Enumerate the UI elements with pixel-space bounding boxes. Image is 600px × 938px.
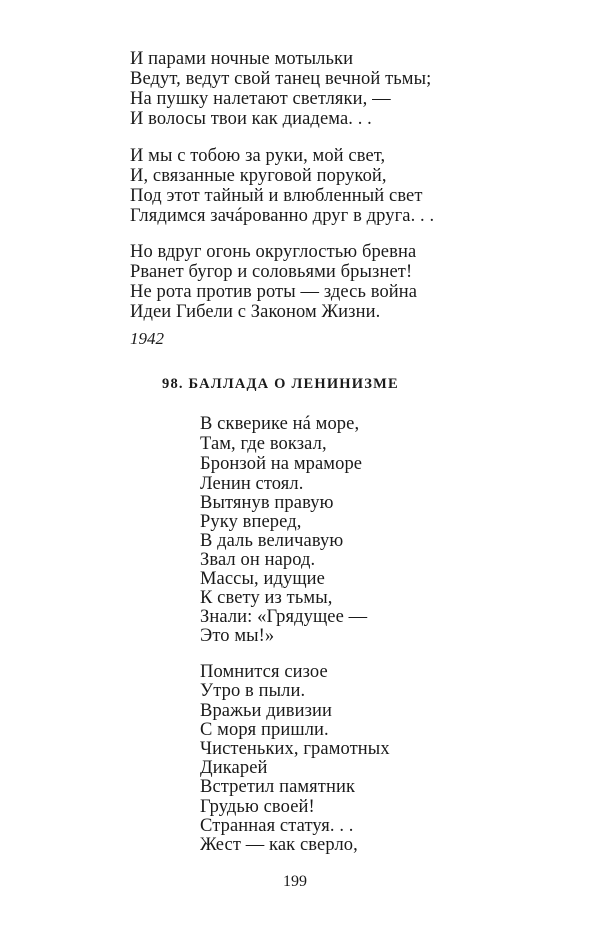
- poem-line: И мы с тобою за руки, мой свет,: [130, 146, 386, 166]
- poem-line: Вражьи дивизии: [200, 701, 333, 721]
- poem-line: Звал он народ.: [200, 550, 316, 570]
- poem-line: Чистеньких, грамотных: [200, 739, 390, 759]
- poem-line: Утро в пыли.: [200, 681, 306, 701]
- poem-line: И волосы твои как диадема. . .: [130, 109, 372, 129]
- poem-line: Грудью своей!: [200, 797, 315, 817]
- page-number: 199: [283, 873, 307, 890]
- poem-line: Ленин стоял.: [200, 474, 304, 494]
- poem-line: Не рота против роты — здесь война: [130, 282, 418, 302]
- poem-line: Дикарей: [200, 758, 268, 778]
- poem-line: На пушку налетают светляки, —: [130, 89, 391, 109]
- poem-line: Рванет бугор и соловьями брызнет!: [130, 262, 413, 282]
- poem-title: 98. БАЛЛАДА О ЛЕНИНИЗМЕ: [162, 376, 399, 392]
- poem-line: Под этот тайный и влюбленный свет: [130, 186, 423, 206]
- poem-line: Но вдруг огонь округлостью бревна: [130, 242, 417, 262]
- poem-line: Помнится сизое: [200, 662, 328, 682]
- poem-line: Бронзой на мраморе: [200, 454, 363, 474]
- poem-line: С моря пришли.: [200, 720, 329, 740]
- poem-line: В скверике нá море,: [200, 414, 360, 434]
- poem-line: И парами ночные мотыльки: [130, 49, 354, 69]
- poem-line: Встретил памятник: [200, 777, 356, 797]
- poem-line: Ведут, ведут свой танец вечной тьмы;: [130, 69, 432, 89]
- poem-line: Знали: «Грядущее —: [200, 607, 368, 627]
- poem-line: Массы, идущие: [200, 569, 325, 589]
- poem-line: Это мы!»: [200, 626, 275, 646]
- poem-line: Там, где вокзал,: [200, 434, 327, 454]
- poem-line: Вытянув правую: [200, 493, 334, 513]
- poem-line: Жест — как сверло,: [200, 835, 358, 855]
- poem-date: 1942: [130, 329, 164, 348]
- poem-line: Глядимся зачáрованно друг в друга. . .: [130, 206, 435, 226]
- poem-line: Идеи Гибели с Законом Жизни.: [130, 302, 381, 322]
- poem-line: Странная статуя. . .: [200, 816, 354, 836]
- poem-line: К свету из тьмы,: [200, 588, 333, 608]
- poem-line: И, связанные круговой порукой,: [130, 166, 387, 186]
- poem-line: Руку вперед,: [200, 512, 302, 532]
- poem-line: В даль величавую: [200, 531, 344, 551]
